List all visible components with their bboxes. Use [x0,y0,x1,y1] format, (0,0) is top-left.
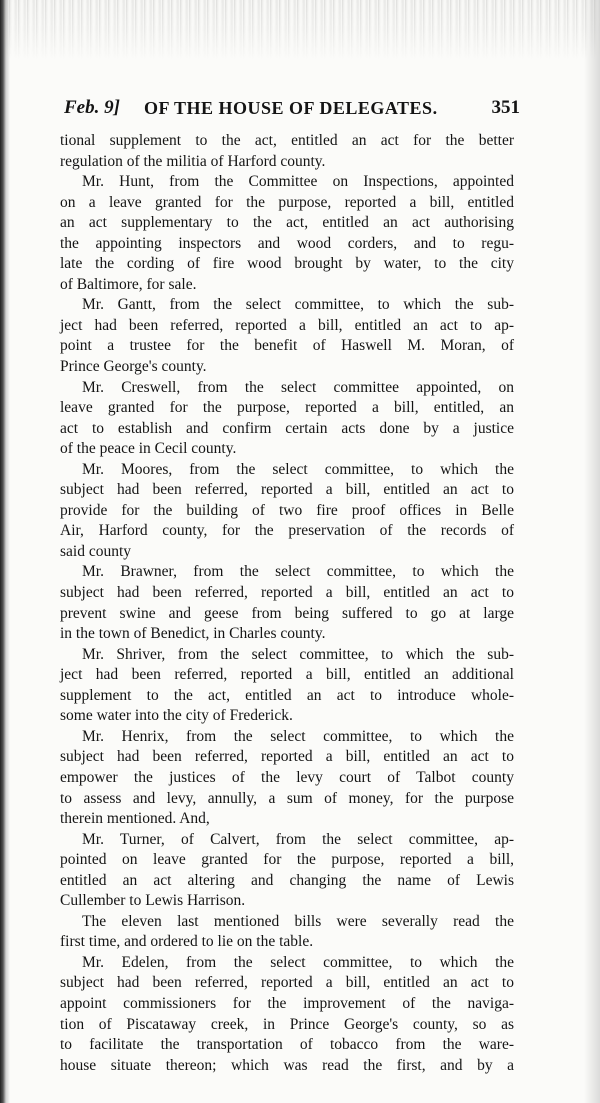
text-line: subject had been referred, reported a bill, entitled an act to [60,748,514,766]
text-line: Air, Harford county, for the preservation of the records of [60,522,514,540]
text-line: Prince George's county. [60,358,207,376]
text-line: tional supplement to the act, entitled an act for the better [60,132,514,149]
text-line: act to establish and confirm certain acts done by a justice [60,419,514,437]
text-line: Mr. Henrix, from the select committee, to which the [82,727,514,745]
text-line: Mr. Gantt, from the select committee, to which the sub- [82,296,514,314]
text-line: Cullember to Lewis Harrison. [60,892,246,910]
text-line: tion of Piscataway creek, in Prince George's county, so as [60,1015,514,1033]
page-number: 351 [491,97,520,118]
running-header [64,94,520,122]
text-line: therein mentioned. And, [60,810,210,828]
text-line: provide for the building of two fire proof offices in Belle [60,501,514,519]
text-line: of the peace in Cecil county. [60,440,237,458]
header-title: OF THE HOUSE OF DELEGATES. [144,98,438,118]
text-line: leave granted for the purpose, reported a bill, entitled, an [60,399,514,417]
text-line: first time, and ordered to lie on the table. [60,933,314,951]
text-line: some water into the city of Frederick. [60,707,293,725]
text-line: entitled an act altering and changing the name of Lewis [60,871,514,889]
text-line: The eleven last mentioned bills were severally read the [82,912,514,930]
text-line: Mr. Creswell, from the select committee appointed, on [82,378,514,396]
text-line: an act supplementary to the act, entitled an act authorising [60,214,514,232]
text-line: to facilitate the transportation of tobacco from the ware- [60,1036,514,1054]
text-line: ject had been referred, reported a bill, entitled an act to ap- [60,316,514,334]
text-line: subject had been referred, reported a bill, entitled an act to [60,481,514,499]
text-line: regulation of the militia of Harford county. [60,152,326,170]
text-line: late the cording of fire wood brought by water, to the city [60,255,514,273]
text-line: supplement to the act, entitled an act to introduce whole- [60,686,514,704]
text-line: prevent swine and geese from being suffered to go at large [60,604,514,622]
text-line: ject had been referred, reported a bill, entitled an additional [60,666,514,684]
scan-noise-top [0,0,600,62]
scan-page-edge [584,0,600,1103]
text-line: Mr. Turner, of Calvert, from the select committee, ap- [82,830,514,848]
text-line: pointed on leave granted for the purpose, reported a bill, [60,851,514,869]
text-line: house situate thereon; which was read the first, and by a [60,1056,514,1074]
text-line: Mr. Edelen, from the select committee, to which the [82,953,514,971]
header-date: Feb. 9] [64,97,120,118]
text-line: Mr. Moores, from the select committee, to which the [82,460,514,478]
text-line: the appointing inspectors and wood corders, and to regu- [60,234,514,252]
text-line: on a leave granted for the purpose, reported a bill, entitled [60,193,514,211]
text-line: subject had been referred, reported a bill, entitled an act to [60,584,514,602]
scan-binding-edge [0,0,10,1103]
text-line: empower the justices of the levy court of Talbot county [60,768,514,786]
text-line: in the town of Benedict, in Charles county. [60,625,326,643]
text-line: subject had been referred, reported a bill, entitled an act to [60,974,514,992]
text-line: Mr. Brawner, from the select committee, to which the [82,563,514,581]
text-line: point a trustee for the benefit of Haswell M. Moran, of [60,337,514,355]
text-line: appoint commissioners for the improvement of the naviga- [60,994,514,1012]
text-line: of Baltimore, for sale. [60,275,197,293]
journal-body [60,131,514,1076]
text-line: Mr. Shriver, from the select committee, to which the sub- [82,645,514,663]
text-line: said county [60,542,132,560]
text-line: Mr. Hunt, from the Committee on Inspections, appointed [82,173,514,191]
text-line: to assess and levy, annully, a sum of money, for the purpose [60,789,514,807]
